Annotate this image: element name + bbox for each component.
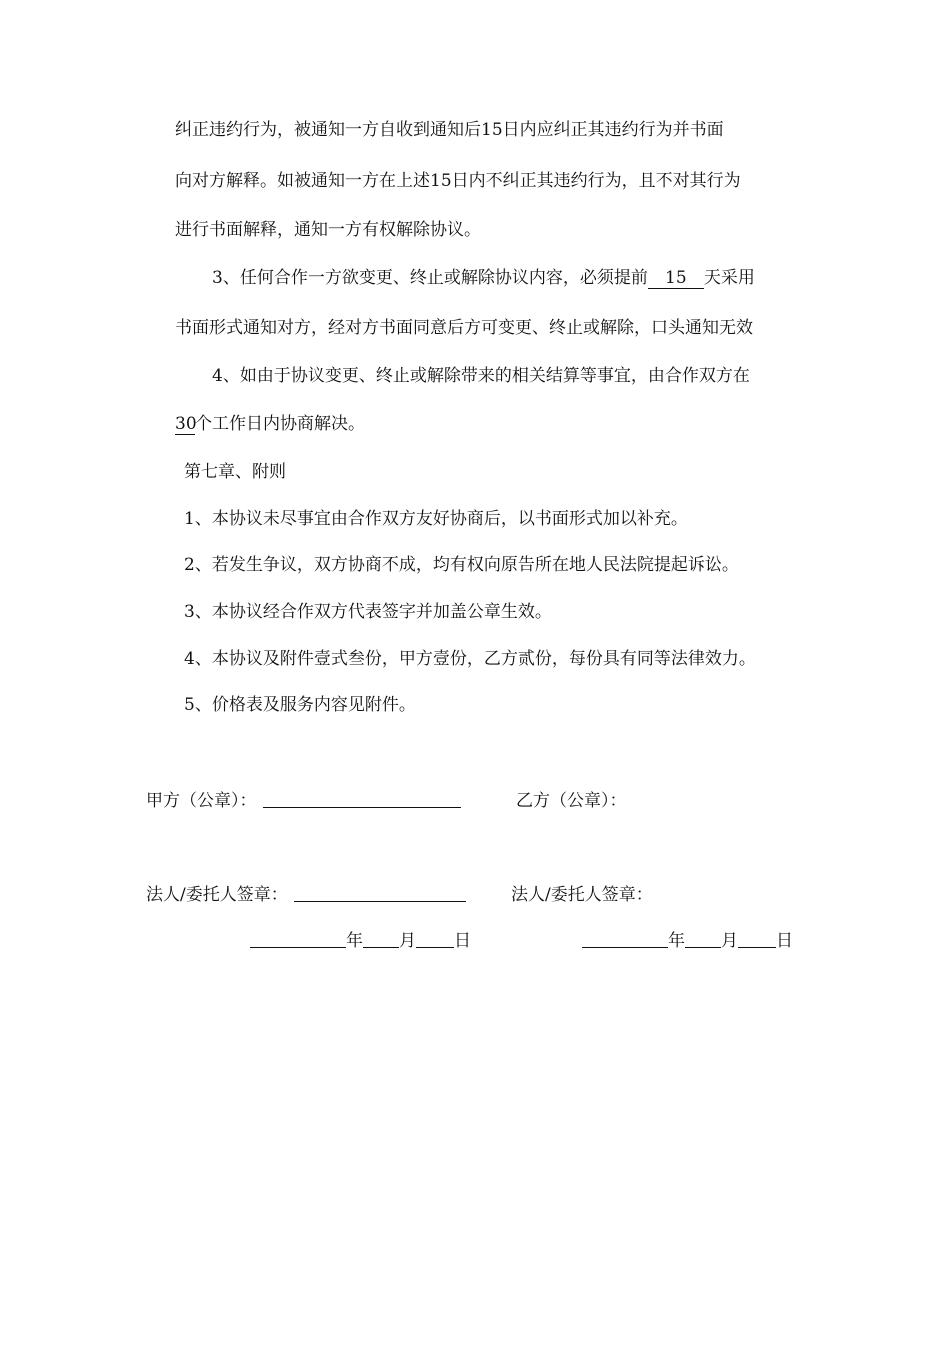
chapter-7-item-2: 2、若发生争议，双方协商不成，均有权向原告所在地人民法院提起诉讼。 [184, 555, 739, 575]
chapter-7-title: 第七章、附则 [184, 462, 286, 482]
chapter-7-item-3: 3、本协议经合作双方代表签字并加盖公章生效。 [184, 602, 552, 622]
chapter-7-item-5: 5、价格表及服务内容见附件。 [184, 695, 416, 715]
party-b-month-blank[interactable] [685, 929, 721, 948]
party-a-day-label: 日 [454, 931, 471, 951]
party-a-month-blank[interactable] [363, 929, 399, 948]
rep-a-sign-blank[interactable] [294, 883, 466, 902]
paragraph-2-line-2: 向对方解释。如被通知一方在上述15日内不纠正其违约行为，且不对其行为 [175, 171, 741, 191]
paragraph-4-line-2 [175, 412, 365, 436]
paragraph-4-post: 个工作日内协商解决。 [195, 414, 365, 434]
party-a-seal-line [146, 789, 461, 813]
settlement-days-value: 30 [175, 414, 197, 434]
paragraph-3-line-1 [212, 266, 755, 290]
party-b-label: 乙方（公章）： [516, 791, 627, 811]
party-a-month-label: 月 [399, 931, 416, 951]
party-b-seal-line [516, 789, 627, 813]
party-a-day-blank[interactable] [416, 929, 454, 948]
party-b-day-label: 日 [776, 931, 793, 951]
party-b-day-blank[interactable] [738, 929, 776, 948]
paragraph-2-line-3: 进行书面解释，通知一方有权解除协议。 [175, 220, 481, 240]
party-b-year-blank[interactable] [582, 929, 668, 948]
party-a-year-label: 年 [346, 931, 363, 951]
paragraph-2-line-1: 纠正违约行为，被通知一方自收到通知后15日内应纠正其违约行为并书面 [175, 120, 724, 140]
party-a-seal-blank[interactable] [263, 789, 461, 808]
party-a-year-blank[interactable] [250, 929, 346, 948]
party-b-year-label: 年 [668, 931, 685, 951]
paragraph-4-line-1: 4、如由于协议变更、终止或解除带来的相关结算等事宜，由合作双方在 [212, 366, 750, 386]
paragraph-3-post: 天采用 [703, 268, 755, 288]
party-b-month-label: 月 [721, 931, 738, 951]
rep-b-label: 法人/委托人签章： [511, 885, 653, 905]
notice-days-value: 15 [648, 268, 704, 289]
rep-a-label: 法人/委托人签章： [146, 885, 288, 905]
party-a-label: 甲方（公章）： [146, 791, 257, 811]
paragraph-3-pre: 3、任何合作一方欲变更、终止或解除协议内容，必须提前 [212, 268, 648, 288]
rep-a-sign-line [146, 883, 466, 907]
party-b-date-line [582, 929, 793, 953]
paragraph-3-line-2: 书面形式通知对方，经对方书面同意后方可变更、终止或解除，口头通知无效 [175, 318, 753, 338]
chapter-7-item-4: 4、本协议及附件壹式叁份，甲方壹份，乙方贰份，每份具有同等法律效力。 [184, 649, 756, 669]
rep-b-sign-line [511, 883, 653, 907]
chapter-7-item-1: 1、本协议未尽事宜由合作双方友好协商后，以书面形式加以补充。 [184, 509, 688, 529]
party-a-date-line [250, 929, 471, 953]
